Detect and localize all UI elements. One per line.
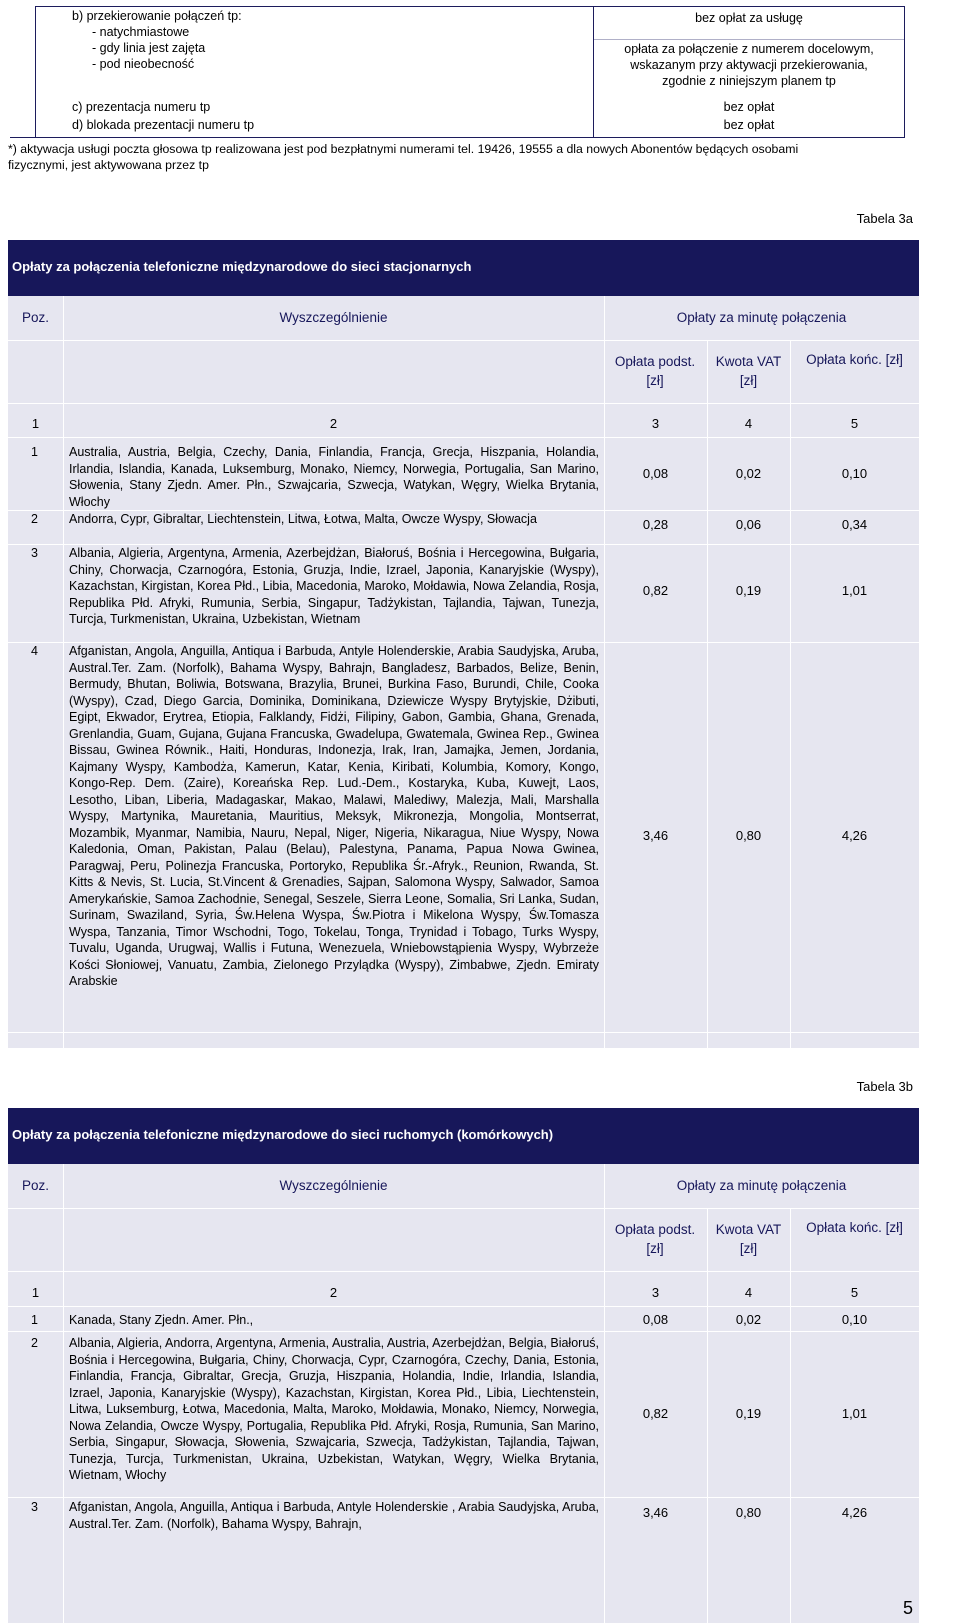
- column-header-desc: Wyszczególnienie: [279, 1178, 388, 1193]
- row-vat: 0,19: [735, 1406, 762, 1421]
- row-description: Afganistan, Angola, Anguilla, Antiqua i Barbuda, Antyle Holenderskie, Arabia Saudyjska, Aruba, Austral.Ter. Zam. (Norfolk), Bahama Wyspy, Bahrajn, Bangladesz, Barbados, Belize, Benin, Bermudy, Bhutan, Boliwia, Botswana, Brazylia, Brunei, Burkina Faso, Burundi, Chile, Cooka (Wyspy), Czad, Diego Garcia, Dominika, Dominikana, Dziewicze Wyspy Brytyjskie, Dżibuti, Egipt, Ekwador, Erytrea, Etiopia, Falklandy, Fidżi, Filipiny, Gabon, Gambia, Ghana, Grenada, Grenlandia, Guam, Gujana, Gujana Francuska, Gwadelupa, Gwatemala, Gwinea Rep., Gwinea Bissau, Gwinea Równik., Haiti, Honduras, Indonezja, Irak, Iran, Jamajka, Jemen, Jordania, Kajmany Wyspy, Kambodża, Kamerun, Katar, Kenia, Kiribati, Kolumbia, Komory, Kongo, Kongo-Rep. Dem. (Zaire), Koreańska Rep. Lud.-Dem., Kostaryka, Kuba, Kuwejt, Laos, Lesotho, Liban, Liberia, Madagaskar, Makao, Malawi, Malediwy, Malezja, Mali, Marshalla Wyspy, Martynika, Mauretania, Mauritius, Meksyk, Mikronezja, Mongolia, Montserrat, Mozambik, Myanmar, Namibia, Nauru, Nepal, Niger, Nigeria, Nikaragua, Niue Wyspy, Nowa Kaledonia, Oman, Pakistan, Palau (Belau), Palestyna, Panama, Papua Nowa Gwinea, Paragwaj, Peru, Polinezja Francuska, Portoryko, Republika Śr.-Afryk., Reunion, Rwanda, St. Kitts & Nevis, St. Lucia, St.Vincent & Grenadies, Sajpan, Salomona Wyspy, Salwador, Samoa Amerykańskie, Samoa Zachodnie, Senegal, Seszele, Sierra Leone, Somalia, Sri Lanka, Sudan, Surinam, Swaziland, Syria, Św.Helena Wyspa, Św.Piotra i Mikelona Wyspy, Św.Tomasza Wyspa, Tanzania, Timor Wschodni, Togo, Tokelau, Tonga, Trynidad i Tobago, Turks Wyspy, Tuvalu, Uganda, Urugwaj, Wallis i Futuna, Wenezuela, Wniebowstąpienia Wyspy, Wybrzeże Kości Słoniowej, Vanuatu, Zambia, Zielonego Przylądka (Wyspy), Zimbabwe, Zjedn. Emiraty Arabskie: [69, 644, 599, 988]
- column-header-vat: Kwota VAT [zł]: [715, 1222, 782, 1256]
- column-number: 4: [744, 1285, 753, 1300]
- row-final-fee: 1,01: [841, 583, 868, 598]
- row-poz: 4: [31, 644, 38, 658]
- grid-line: [63, 1164, 64, 1623]
- row-description: Australia, Austria, Belgia, Czechy, Dania, Finlandia, Francja, Grecja, Hiszpania, Holandia, Irlandia, Islandia, Kanada, Luksemburg, Monako, Niemcy, Norwegia, Portugalia, San Marino, Słowenia, Stany Zjedn. Amer. Płn., Szwajcaria, Szwecja, Watykan, Węgry, Wielka Brytania, Włochy: [69, 445, 599, 509]
- grid-line: [8, 1032, 919, 1033]
- column-header-base: Opłata podst. [zł]: [614, 1222, 696, 1256]
- column-header-fees: Opłaty za minutę połączenia: [676, 310, 847, 325]
- row-description: Afganistan, Angola, Anguilla, Antiqua i Barbuda, Antyle Holenderskie , Arabia Saudyjska, Aruba, Austral.Ter. Zam. (Norfolk), Bahama Wyspy, Bahrajn,: [69, 1500, 599, 1531]
- column-number: 5: [850, 1285, 859, 1300]
- top-table-border: [10, 137, 905, 138]
- service-b-fee-note: zgodnie z niniejszym planem tp: [662, 74, 836, 88]
- row-base-fee: 0,82: [642, 1406, 669, 1421]
- row-poz: 1: [31, 1313, 38, 1327]
- service-b-fee: bez opłat za usługę: [695, 11, 803, 25]
- row-description: Kanada, Stany Zjedn. Amer. Płn.,: [69, 1313, 254, 1327]
- grid-line: [8, 340, 919, 341]
- page-number-area: [921, 1592, 960, 1623]
- row-vat: 0,80: [735, 828, 762, 843]
- row-base-fee: 0,82: [642, 583, 669, 598]
- grid-line: [8, 1208, 919, 1209]
- grid-line: [8, 1331, 919, 1332]
- column-number: 5: [850, 416, 859, 431]
- top-table-divider: [35, 6, 36, 137]
- row-base-fee: 0,08: [642, 466, 669, 481]
- column-header-final: Opłata końc. [zł]: [806, 352, 903, 367]
- grid-line: [8, 437, 919, 438]
- table-label: Tabela 3a: [856, 211, 913, 226]
- top-table-border: [35, 6, 905, 7]
- top-table-divider: [594, 39, 904, 40]
- row-vat: 0,19: [735, 583, 762, 598]
- service-c-fee: bez opłat: [723, 100, 775, 114]
- grid-line: [8, 403, 919, 404]
- column-number: 3: [651, 1285, 660, 1300]
- row-description: Albania, Algieria, Andorra, Argentyna, Armenia, Australia, Austria, Azerbejdżan, Belgia, Białoruś, Bośnia i Hercegowina, Bułgaria, Chiny, Chorwacja, Cypr, Czarnogóra, Czechy, Dania, Estonia, Finlandia, Francja, Gibraltar, Grecja, Gruzja, Hiszpania, Holandia, Indie, Irlandia, Islandia, Izrael, Japonia, Kanaryjskie (Wyspy), Kazachstan, Kirgistan, Korea Płd., Libia, Liechtenstein, Litwa, Luksemburg, Łotwa, Macedonia, Malta, Maroko, Mołdawia, Monako, Niemcy, Norwegia, Nowa Zelandia, Owcze Wyspy, Portugalia, Republika Płd. Afryki, Rosja, Rumunia, San Marino, Serbia, Singapur, Słowacja, Słowenia, Szwajcaria, Szwecja, Tadżykistan, Tajlandia, Tajwan, Tunezja, Turcja, Turkmenistan, Ukraina, Uzbekistan, Watykan, Węgry, Wielka Brytania, Wietnam, Włochy: [69, 1336, 599, 1482]
- row-vat: 0,02: [735, 466, 762, 481]
- table-title: Opłaty za połączenia telefoniczne międzynarodowe do sieci ruchomych (komórkowych): [12, 1127, 554, 1142]
- column-number: 1: [31, 416, 40, 431]
- row-poz: 3: [31, 546, 38, 560]
- footnote: *) aktywacja usługi poczta głosowa tp realizowana jest pod bezpłatnymi numerami tel. 19426, 19555 a dla nowych Abonentów będących osobami: [8, 142, 799, 156]
- grid-line: [8, 1271, 919, 1272]
- row-final-fee: 4,26: [841, 828, 868, 843]
- row-final-fee: 4,26: [841, 1505, 868, 1520]
- row-poz: 3: [31, 1500, 38, 1514]
- page-number: 5: [903, 1598, 914, 1618]
- service-c: c) prezentacja numeru tp: [72, 100, 211, 114]
- grid-line: [8, 1497, 919, 1498]
- service-b-item: - natychmiastowe: [92, 25, 190, 39]
- table-title: Opłaty za połączenia telefoniczne międzynarodowe do sieci stacjonarnych: [12, 259, 472, 274]
- column-header-desc: Wyszczególnienie: [279, 310, 388, 325]
- table-label: Tabela 3b: [856, 1079, 913, 1094]
- row-base-fee: 0,28: [642, 517, 669, 532]
- table-gap: [0, 1048, 960, 1108]
- row-base-fee: 0,08: [642, 1312, 669, 1327]
- grid-line: [8, 1306, 919, 1307]
- column-number: 2: [329, 1285, 338, 1300]
- column-header-vat: Kwota VAT [zł]: [715, 354, 782, 388]
- row-poz: 1: [31, 445, 38, 459]
- column-number: 3: [651, 416, 660, 431]
- row-description: Andorra, Cypr, Gibraltar, Liechtenstein, Litwa, Łotwa, Malta, Owcze Wyspy, Słowacja: [69, 512, 537, 526]
- row-base-fee: 3,46: [642, 1505, 669, 1520]
- service-d-fee: bez opłat: [723, 118, 775, 132]
- row-vat: 0,80: [735, 1505, 762, 1520]
- top-table-divider: [904, 6, 905, 137]
- row-final-fee: 1,01: [841, 1406, 868, 1421]
- row-final-fee: 0,34: [841, 517, 868, 532]
- grid-line: [604, 1164, 605, 1623]
- service-d: d) blokada prezentacji numeru tp: [72, 118, 255, 132]
- row-description: Albania, Algieria, Argentyna, Armenia, Azerbejdżan, Białoruś, Bośnia i Hercegowina, Bułgaria, Chiny, Chorwacja, Czarnogóra, Estonia, Gruzja, Indie, Izrael, Japonia, Kanaryjskie (Wyspy), Kazachstan, Kirgistan, Korea Płd., Libia, Macedonia, Maroko, Mołdawia, Nowa Zelandia, Rosja, Republika Płd. Afryki, Rumunia, Serbia, Singapur, Tadżykistan, Tajlandia, Tajwan, Tunezja, Turcja, Turkmenistan, Ukraina, Uzbekistan, Wietnam: [69, 546, 599, 626]
- column-header-final: Opłata końc. [zł]: [806, 1220, 903, 1235]
- footnote: fizycznymi, jest aktywowana przez tp: [8, 158, 209, 172]
- column-header-poz: Poz.: [21, 1178, 49, 1193]
- column-header-base: Opłata podst. [zł]: [614, 354, 696, 388]
- row-final-fee: 0,10: [841, 466, 868, 481]
- row-vat: 0,02: [735, 1312, 762, 1327]
- row-poz: 2: [31, 512, 38, 526]
- service-b-fee-note: wskazanym przy aktywacji przekierowania,: [630, 58, 868, 72]
- service-b-item: - pod nieobecność: [92, 57, 195, 71]
- row-final-fee: 0,10: [841, 1312, 868, 1327]
- column-header-poz: Poz.: [21, 310, 49, 325]
- service-b-title: b) przekierowanie połączeń tp:: [72, 9, 242, 23]
- column-number: 2: [329, 416, 338, 431]
- row-vat: 0,06: [735, 517, 762, 532]
- column-number: 4: [744, 416, 753, 431]
- row-poz: 2: [31, 1336, 38, 1350]
- column-number: 1: [31, 1285, 40, 1300]
- service-b-item: - gdy linia jest zajęta: [92, 41, 206, 55]
- column-header-fees: Opłaty za minutę połączenia: [676, 1178, 847, 1193]
- row-base-fee: 3,46: [642, 828, 669, 843]
- service-b-fee-note: opłata za połączenie z numerem docelowym,: [624, 42, 874, 56]
